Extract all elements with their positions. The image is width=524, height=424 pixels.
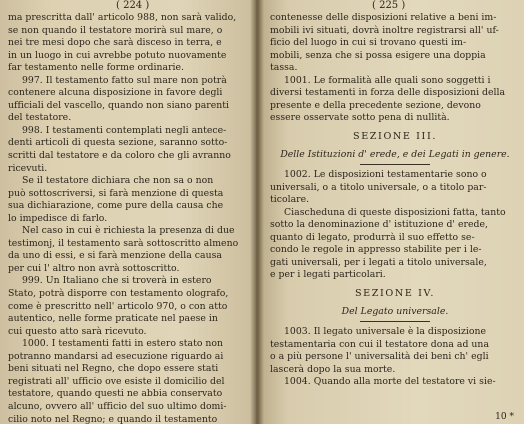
text-line: quanto di legato, produrrà il suo effetto se- — [270, 231, 475, 243]
text-line: beni situati nel Regno, che dopo essere stati — [8, 363, 219, 375]
right-page — [256, 0, 524, 424]
text-line: Nel caso in cui è richiesta la presenza di due — [22, 225, 235, 237]
text-line: Se il testatore dichiara che non sa o non — [22, 175, 214, 187]
text-line: scritti dal testatore e da coloro che gli avranno — [8, 150, 231, 162]
text-line: 1003. Il legato universale è la disposizione — [284, 326, 487, 338]
text-line: diversi testamenti in forza delle disposizioni della — [270, 87, 506, 99]
text-line: essere osservate sotto pena di nullità. — [270, 112, 450, 124]
text-line: sua dichiarazione, come pure della causa che — [8, 200, 224, 212]
text-line: cilio noto nel Regno; e quando il testamento — [8, 413, 218, 424]
text-line: può sottoscriversi, si farà menzione di questa — [8, 187, 224, 199]
text-line: ricevuti. — [8, 162, 48, 174]
text-line: cui questo atto sarà ricevuto. — [8, 325, 147, 337]
text-line: se non quando il testatore morirà sul mare, o — [8, 24, 223, 36]
text-line: contenere alcuna disposizione in favore degli — [8, 87, 223, 99]
section-rule — [360, 321, 430, 322]
text-line: nei tre mesi dopo che sarà disceso in terra, e — [8, 37, 222, 49]
text-line: Ciascheduna di queste disposizioni fatta, tanto — [284, 206, 506, 218]
text-line: presente e della precedente sezione, devono — [270, 99, 481, 111]
text-line: universali, o a titolo universale, o a titolo par- — [270, 181, 487, 193]
section-rule — [360, 164, 430, 165]
text-line: 1000. I testamenti fatti in estero stato non — [22, 338, 224, 350]
text-line: mobili ivi situati, dovrà inoltre registrarsi all' uf- — [270, 24, 499, 36]
text-line: mobili, senza che si possa esigere una doppia — [270, 49, 486, 61]
text-line: testimonj, il testamento sarà sottoscritto almeno — [8, 237, 239, 249]
text-line: registrati all' ufficio ove esiste il domicilio del — [8, 375, 225, 387]
text-line: come è prescritto nell' articolo 970, o con atto — [8, 300, 228, 312]
text-line: Stato, potrà disporre con testamento olografo, — [8, 288, 229, 300]
left-page — [0, 0, 256, 424]
text-line: gati universali, per i legati a titolo universale, — [270, 256, 487, 268]
text-line: per cui l' altro non avrà sottoscritto. — [8, 262, 180, 274]
text-line: ficio del luogo in cui si trovano questi im- — [270, 37, 467, 49]
text-line: o a più persone l' universalità dei beni ch' egli — [270, 351, 489, 363]
text-line: tassa. — [270, 62, 298, 74]
text-line: ufficiali del vascello, quando non siano parenti — [8, 99, 230, 111]
right-page-number: ( 225 ) — [372, 0, 406, 11]
text-line: 999. Un Italiano che si troverà in estero — [22, 275, 212, 287]
text-line: in un luogo in cui avrebbe potuto nuovamente — [8, 49, 227, 61]
text-line: del testatore. — [8, 112, 72, 124]
text-line: 1004. Quando alla morte del testatore vi sie- — [284, 376, 496, 388]
section-title: Del Legato universale. — [341, 306, 449, 318]
signature-mark: 10 * — [495, 412, 514, 422]
text-line: lascerà dopo la sua morte. — [270, 363, 396, 375]
text-line: 997. Il testamento fatto sul mare non potrà — [22, 74, 227, 86]
text-line: testamentaria con cui il testatore dona ad una — [270, 338, 490, 350]
text-line: ticolare. — [270, 194, 310, 206]
section-heading: SEZIONE IV. — [354, 287, 436, 299]
left-page-number: ( 224 ) — [116, 0, 150, 11]
text-line: denti articoli di questa sezione, saranno sotto- — [8, 137, 228, 149]
text-line: ma prescritta dall' articolo 988, non sarà valido, — [8, 12, 237, 23]
text-line: autentico, nelle forme praticate nel paese in — [8, 313, 218, 325]
section-heading: SEZIONE III. — [353, 130, 437, 142]
right-page-body — [270, 12, 520, 389]
text-line: testatore, quando questi ne abbia conservato — [8, 388, 223, 400]
text-line: 1001. Le formalità alle quali sono soggetti i — [284, 74, 491, 86]
text-line: e per i legati particolari. — [270, 269, 386, 281]
text-line: 1002. Le disposizioni testamentarie sono o — [284, 169, 487, 181]
text-line: 998. I testamenti contemplati negli antece- — [22, 124, 227, 136]
text-line: lo impedisce di farlo. — [8, 212, 108, 224]
text-line: potranno mandarsi ad esecuzione riguardo ai — [8, 350, 224, 362]
text-line: condo le regole in appresso stabilite per i le- — [270, 244, 482, 256]
text-line: da uno di essi, e si farà menzione della causa — [8, 250, 222, 262]
section-title: Delle Istituzioni d' erede, e dei Legati in genere. — [280, 149, 510, 161]
text-line: far testamento nelle forme ordinarie. — [8, 62, 185, 74]
left-page-body — [8, 12, 250, 424]
text-line: sotto la denominazione d' istituzione d' erede, — [270, 219, 488, 231]
text-line: alcuno, ovvero all' ufficio del suo ultimo domi- — [8, 400, 227, 412]
text-line: contenesse delle disposizioni relative a beni im- — [270, 12, 497, 23]
